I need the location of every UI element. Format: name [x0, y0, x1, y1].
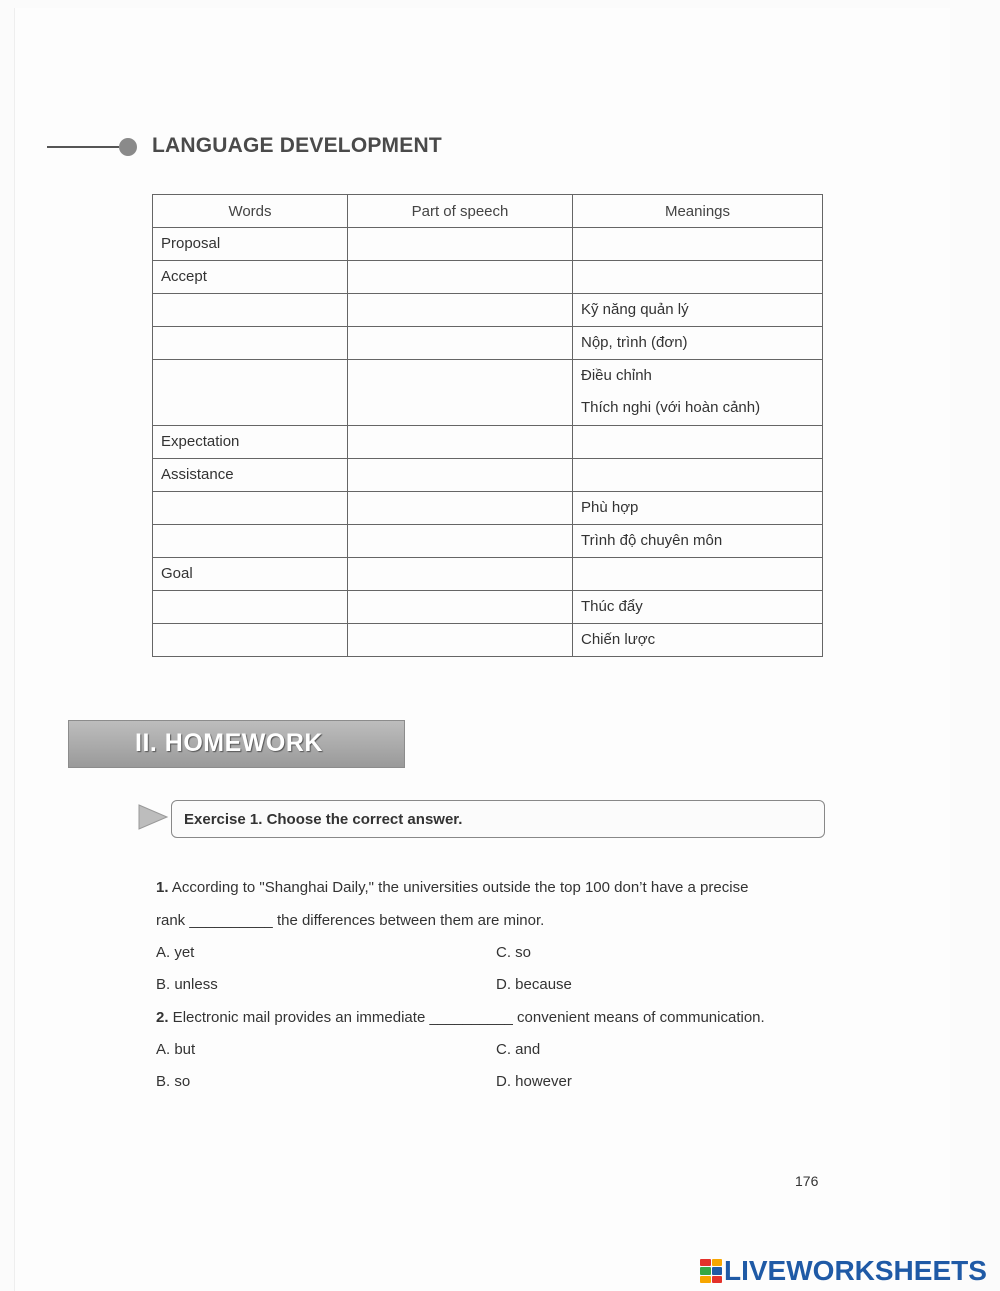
table-row [153, 228, 823, 261]
table-row [153, 261, 823, 294]
meaning-cell[interactable] [573, 459, 823, 492]
section-bullet-icon [119, 138, 137, 156]
table-row [153, 492, 823, 525]
meaning-line-2: Thích nghi (với hoàn cảnh) [581, 399, 761, 416]
meaning-cell: Chiến lược [573, 624, 823, 657]
word-cell: Proposal [153, 228, 348, 261]
question-1-text: According to "Shanghai Daily," the universities outside the top 100 don’t have a precise [168, 879, 749, 896]
play-arrow-icon [137, 803, 169, 831]
q1-option-b[interactable]: B. unless [156, 976, 218, 993]
q1-option-c[interactable]: C. so [496, 944, 532, 961]
pos-cell[interactable] [348, 360, 573, 426]
question-1-line-2: rank __________ the differences between them are minor. [156, 912, 545, 929]
meaning-line-1: Điều chỉnh [581, 367, 652, 384]
q2-option-c[interactable]: C. and [496, 1041, 541, 1058]
table-row [153, 327, 823, 360]
table-row [153, 591, 823, 624]
q2-option-b[interactable]: B. so [156, 1073, 191, 1090]
meaning-cell[interactable] [573, 228, 823, 261]
table-header-row [153, 195, 823, 228]
word-cell[interactable] [153, 327, 348, 360]
pos-cell[interactable] [348, 525, 573, 558]
table-row [153, 624, 823, 657]
pos-cell[interactable] [348, 228, 573, 261]
word-cell[interactable] [153, 591, 348, 624]
q1-option-a[interactable]: A. yet [156, 944, 195, 961]
word-cell: Expectation [153, 426, 348, 459]
question-2-text: Electronic mail provides an immediate __________ convenient means of communication. [168, 1009, 765, 1026]
meaning-cell[interactable] [573, 558, 823, 591]
word-cell[interactable] [153, 525, 348, 558]
meaning-cell: Trình độ chuyên môn [573, 525, 823, 558]
word-cell[interactable] [153, 492, 348, 525]
meaning-cell: Nộp, trình (đơn) [573, 327, 823, 360]
pos-cell[interactable] [348, 426, 573, 459]
meaning-cell: Thúc đẩy [573, 591, 823, 624]
exercise-header [171, 800, 825, 838]
liveworksheets-brand[interactable] [700, 1255, 987, 1287]
pos-cell[interactable] [348, 459, 573, 492]
meaning-cell[interactable] [573, 426, 823, 459]
section-title: LANGUAGE DEVELOPMENT [152, 134, 442, 157]
header-meanings: Meanings [573, 195, 823, 228]
q2-option-d[interactable]: D. however [496, 1073, 572, 1090]
word-cell[interactable] [153, 624, 348, 657]
liveworksheets-logo-icon [700, 1259, 722, 1283]
table-row [153, 360, 823, 426]
meaning-cell: Phù hợp [573, 492, 823, 525]
brand-name: LIVEWORKSHEETS [724, 1255, 987, 1286]
table-row [153, 294, 823, 327]
table-row [153, 426, 823, 459]
meaning-cell: Kỹ năng quản lý [573, 294, 823, 327]
vocabulary-table [152, 194, 823, 657]
pos-cell[interactable] [348, 327, 573, 360]
pos-cell[interactable] [348, 492, 573, 525]
page-number: 176 [795, 1173, 819, 1189]
question-2-number: 2. [156, 1009, 169, 1026]
question-1-number: 1. [156, 879, 169, 896]
word-cell: Assistance [153, 459, 348, 492]
question-2-line-1 [156, 1009, 765, 1026]
pos-cell[interactable] [348, 261, 573, 294]
section-line-decoration [47, 146, 119, 148]
table-row [153, 459, 823, 492]
pos-cell[interactable] [348, 591, 573, 624]
header-words: Words [153, 195, 348, 228]
word-cell: Goal [153, 558, 348, 591]
pos-cell[interactable] [348, 624, 573, 657]
q1-option-d[interactable]: D. because [496, 976, 572, 993]
word-cell[interactable] [153, 360, 348, 426]
pos-cell[interactable] [348, 558, 573, 591]
meaning-cell [573, 360, 823, 426]
question-1-line-1 [156, 879, 748, 896]
header-part-of-speech: Part of speech [348, 195, 573, 228]
word-cell[interactable] [153, 294, 348, 327]
table-row [153, 558, 823, 591]
homework-title: II. HOMEWORK [135, 729, 323, 757]
q2-option-a[interactable]: A. but [156, 1041, 196, 1058]
meaning-cell[interactable] [573, 261, 823, 294]
homework-banner [68, 720, 405, 768]
table-row [153, 525, 823, 558]
exercise-title: Exercise 1. Choose the correct answer. [184, 811, 463, 828]
pos-cell[interactable] [348, 294, 573, 327]
word-cell: Accept [153, 261, 348, 294]
